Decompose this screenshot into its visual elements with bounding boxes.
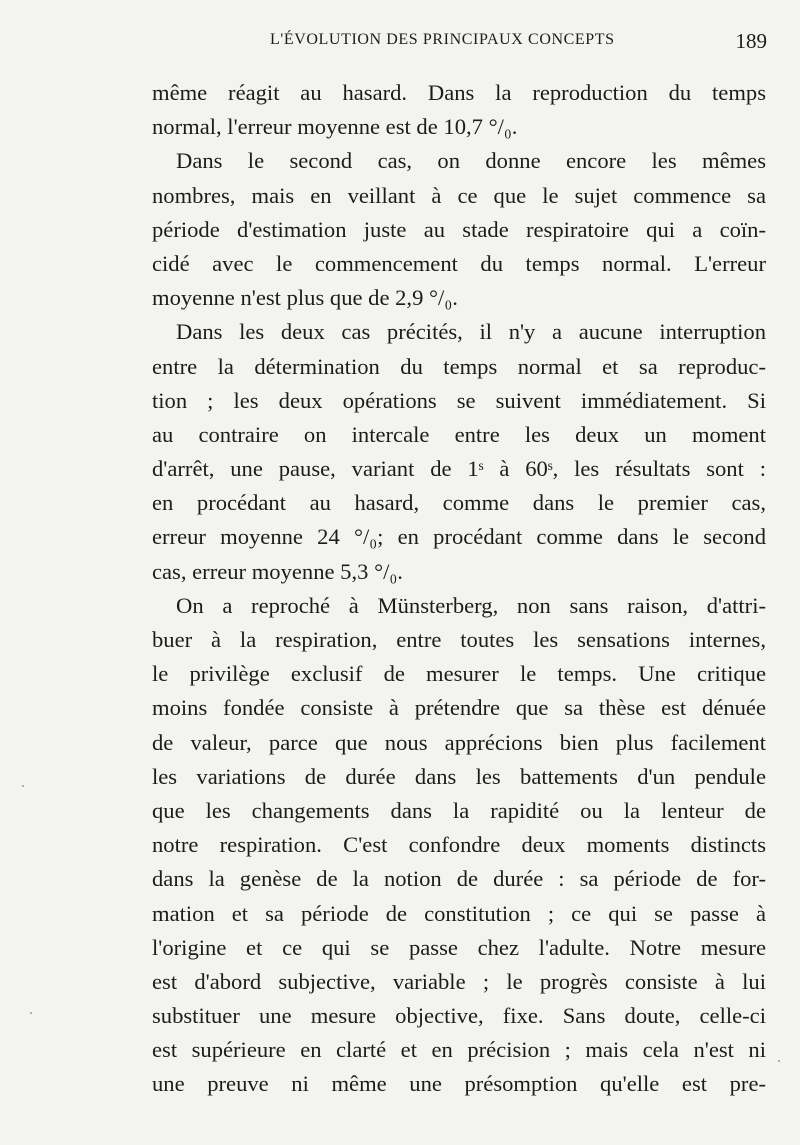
text-line: erreur moyenne 24 °/₀; en procédant comme dans le second <box>152 524 766 550</box>
text-line: même réagit au hasard. Dans la reproduction du temps <box>152 80 766 105</box>
text-line: le privilège exclusif de mesurer le temps. Une critique <box>152 661 766 687</box>
text-line: de valeur, parce que nous apprécions bien plus facilement <box>152 729 766 755</box>
paragraph-first-line: Dans le second cas, on donne encore les mêmes <box>176 148 766 174</box>
paper-speck <box>22 785 24 787</box>
text-line: l'origine et ce qui se passe chez l'adulte. Notre mesure <box>152 934 766 960</box>
text-line: les variations de durée dans les battements d'un pendule <box>152 763 766 789</box>
paper-speck <box>30 1012 32 1014</box>
text-line: tion ; les deux opérations se suivent immédiatement. Si <box>152 387 766 413</box>
text-line: que les changements dans la rapidité ou la lenteur de <box>152 797 766 823</box>
text-line: notre respiration. C'est confondre deux moments distincts <box>152 832 766 858</box>
paragraph-first-line: On a reproché à Münsterberg, non sans raison, d'attri- <box>176 592 766 618</box>
page-number: 189 <box>735 29 767 53</box>
text-line: mation et sa période de constitution ; ce qui se passe à <box>152 900 766 926</box>
text-line: moins fondée consiste à prétendre que sa thèse est dénuée <box>152 695 766 721</box>
text-line: dans la genèse de la notion de durée : sa période de for- <box>152 866 766 892</box>
text-line: entre la détermination du temps normal et sa reproduc- <box>152 353 766 379</box>
paragraph-first-line: Dans les deux cas précités, il n'y a aucune interruption <box>176 319 766 345</box>
body-text <box>152 76 766 1102</box>
running-title: L'ÉVOLUTION DES PRINCIPAUX CONCEPTS <box>270 31 615 48</box>
text-line: d'arrêt, une pause, variant de 1ˢ à 60ˢ, les résultats sont : <box>152 456 766 482</box>
text-line: au contraire on intercale entre les deux un moment <box>152 421 766 447</box>
text-line: est supérieure en clarté et en précision ; mais cela n'est ni <box>152 1037 766 1063</box>
text-line: moyenne n'est plus que de 2,9 °/₀. <box>152 285 458 311</box>
text-line: est d'abord subjective, variable ; le progrès consiste à lui <box>152 968 766 994</box>
text-line: en procédant au hasard, comme dans le premier cas, <box>152 490 766 516</box>
text-line: une preuve ni même une présomption qu'elle est pre- <box>152 1071 766 1097</box>
text-line: période d'estimation juste au stade respiratoire qui a coïn- <box>152 216 766 242</box>
text-line: cas, erreur moyenne 5,3 °/₀. <box>152 558 403 584</box>
text-line: normal, l'erreur moyenne est de 10,7 °/₀. <box>152 114 518 140</box>
text-line: substituer une mesure objective, fixe. Sans doute, celle-ci <box>152 1003 766 1029</box>
text-line: nombres, mais en veillant à ce que le sujet commence sa <box>152 182 766 208</box>
text-line: cidé avec le commencement du temps normal. L'erreur <box>152 250 766 276</box>
running-head <box>150 31 767 55</box>
paper-speck <box>778 1060 780 1062</box>
text-line: buer à la respiration, entre toutes les sensations internes, <box>152 627 766 652</box>
